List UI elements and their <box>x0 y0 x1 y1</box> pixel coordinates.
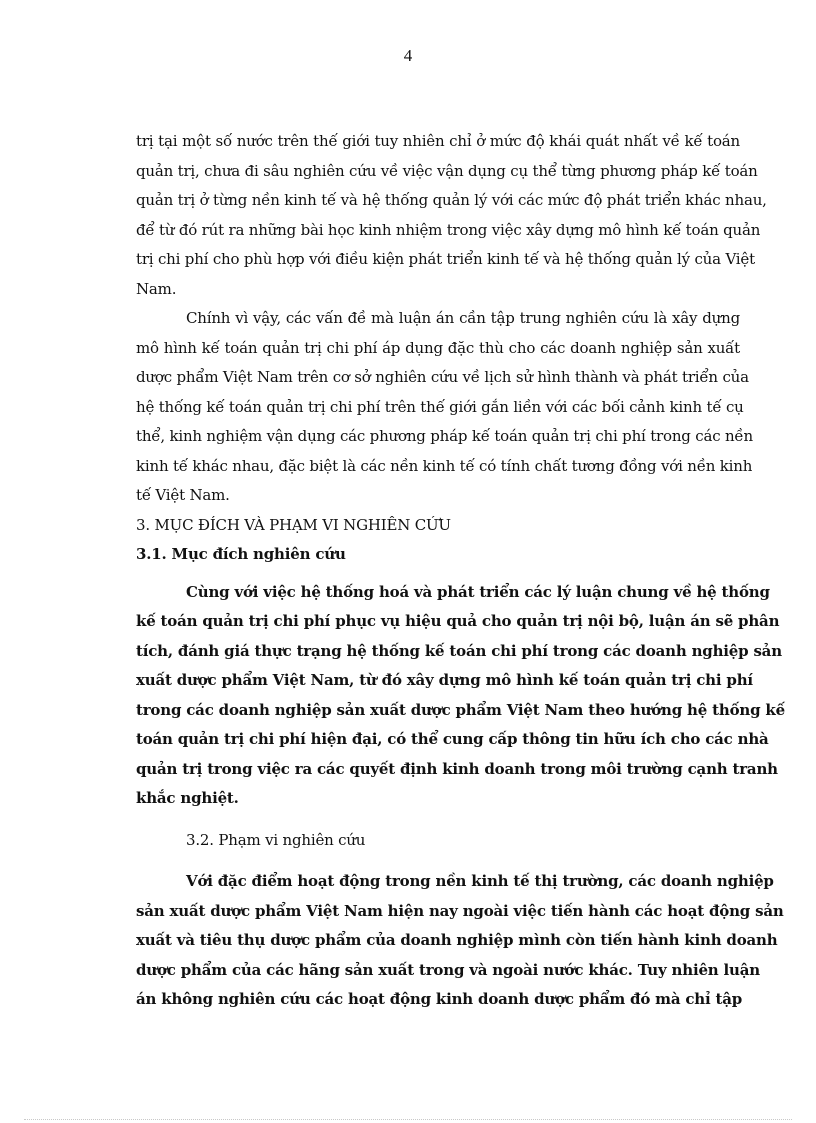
paragraph-research-focus <box>136 304 753 511</box>
paragraph-purpose <box>136 578 785 814</box>
text-line: quản trị ở từng nền kinh tế và hệ thống quản lý với các mức độ phát triển khác nhau, <box>136 191 767 209</box>
text-line: xuất dược phẩm Việt Nam, từ đó xây dựng mô hình kế toán quản trị chi phí <box>136 671 753 689</box>
text-line: thể, kinh nghiệm vận dụng các phương pháp kế toán quản trị chi phí trong các nền <box>136 427 753 445</box>
paragraph-scope <box>136 867 784 1015</box>
text-line: kinh tế khác nhau, đặc biệt là các nền kinh tế có tính chất tương đồng với nền kinh <box>136 456 753 475</box>
text-line: tích, đánh giá thực trạng hệ thống kế toán chi phí trong các doanh nghiệp sản <box>136 641 782 660</box>
text-line: mô hình kế toán quản trị chi phí áp dụng đặc thù cho các doanh nghiệp sản xuất <box>136 338 740 357</box>
text-line: tế Việt Nam. <box>136 486 230 504</box>
text-line: dược phẩm của các hãng sản xuất trong và ngoài nước khác. Tuy nhiên luận <box>136 960 760 979</box>
text-line: trị chi phí cho phù hợp với điều kiện phát triển kinh tế và hệ thống quản lý của Việt <box>136 250 755 268</box>
text-line: Chính vì vậy, các vấn đề mà luận án cần tập trung nghiên cứu là xây dựng <box>186 309 740 327</box>
section-heading: 3. MỤC ĐÍCH VÀ PHẠM VI NGHIÊN CỨU <box>136 515 451 534</box>
page-bottom-rule <box>24 1119 792 1120</box>
text-line: Nam. <box>136 279 177 298</box>
text-line: sản xuất dược phẩm Việt Nam hiện nay ngoài việc tiến hành các hoạt động sản <box>136 901 784 920</box>
document-body <box>136 127 785 1015</box>
text-line: quản trị, chưa đi sâu nghiên cứu về việc vận dụng cụ thể từng phương pháp kế toán <box>136 161 758 180</box>
text-line: dược phẩm Việt Nam trên cơ sở nghiên cứu về lịch sử hình thành và phát triển của <box>136 368 749 386</box>
subsection-heading: 3.1. Mục đích nghiên cứu <box>136 545 346 563</box>
text-line: xuất và tiêu thụ dược phẩm của doanh nghiệp mình còn tiến hành kinh doanh <box>136 931 778 949</box>
text-line: trong các doanh nghiệp sản xuất dược phẩm Việt Nam theo hướng hệ thống kế <box>136 700 785 719</box>
text-line: quản trị trong việc ra các quyết định kinh doanh trong môi trường cạnh tranh <box>136 759 778 778</box>
text-line: để từ đó rút ra những bài học kinh nhiệm trong việc xây dựng mô hình kế toán quản <box>136 220 761 239</box>
text-line: kế toán quản trị chi phí phục vụ hiệu quả cho quản trị nội bộ, luận án sẽ phân <box>136 612 780 630</box>
text-line: án không nghiên cứu các hoạt động kinh doanh dược phẩm đó mà chỉ tập <box>136 990 743 1008</box>
paragraph-intro <box>136 127 767 304</box>
text-line: Cùng với việc hệ thống hoá và phát triển các lý luận chung về hệ thống <box>186 582 770 601</box>
page-number: 4 <box>403 46 413 65</box>
text-line: Với đặc điểm hoạt động trong nền kinh tế thị trường, các doanh nghiệp <box>186 872 774 890</box>
subsection-heading: 3.2. Phạm vi nghiên cứu <box>186 830 366 849</box>
text-line: hệ thống kế toán quản trị chi phí trên thế giới gắn liền với các bối cảnh kinh tế cụ <box>136 397 744 416</box>
text-line: khắc nghiệt. <box>136 789 239 807</box>
text-line: toán quản trị chi phí hiện đại, có thể cung cấp thông tin hữu ích cho các nhà <box>136 730 769 748</box>
text-line: trị tại một số nước trên thế giới tuy nhiên chỉ ở mức độ khái quát nhất về kế toán <box>136 132 740 150</box>
